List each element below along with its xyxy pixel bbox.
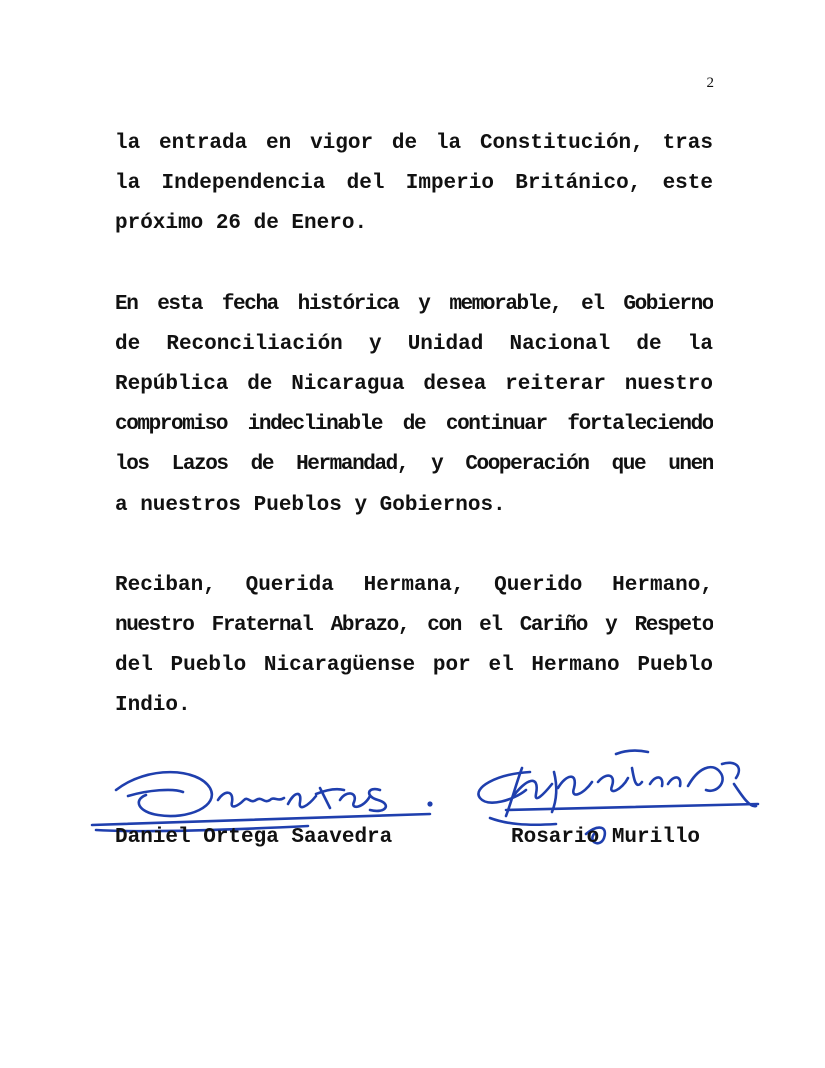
text-line: República de Nicaragua desea reiterar nuestro	[115, 373, 713, 397]
text-line: Indio.	[115, 694, 191, 718]
text-line: nuestro Fraternal Abrazo, con el Cariño y Respeto	[115, 614, 713, 638]
page-number: 2	[706, 75, 714, 91]
text-line: compromiso indeclinable de continuar fortaleciendo	[115, 413, 713, 437]
text-line: Reciban, Querida Hermana, Querido Hermano,	[115, 573, 713, 597]
text-line: del Pueblo Nicaragüense por el Hermano Pueblo	[115, 654, 713, 678]
text-line: la Independencia del Imperio Británico, este	[115, 172, 713, 196]
text-line: En esta fecha histórica y memorable, el Gobierno	[115, 292, 713, 316]
signer-name-right: Rosario Murillo	[511, 826, 701, 849]
text-line: los Lazos de Hermandad, y Cooperación que unen	[115, 453, 713, 477]
text-line: la entrada en vigor de la Constitución, tras	[115, 132, 713, 155]
text-line: de Reconciliación y Unidad Nacional de la	[115, 332, 713, 356]
paragraph-2	[115, 285, 713, 526]
text-line: a nuestros Pueblos y Gobiernos.	[115, 493, 506, 517]
text-line: próximo 26 de Enero.	[115, 212, 368, 236]
paragraph-1	[115, 124, 713, 245]
signer-name-left: Daniel Ortega Saavedra	[115, 826, 393, 849]
letter-body	[115, 124, 713, 767]
paragraph-3	[115, 566, 713, 727]
signature-left-image	[88, 760, 448, 835]
